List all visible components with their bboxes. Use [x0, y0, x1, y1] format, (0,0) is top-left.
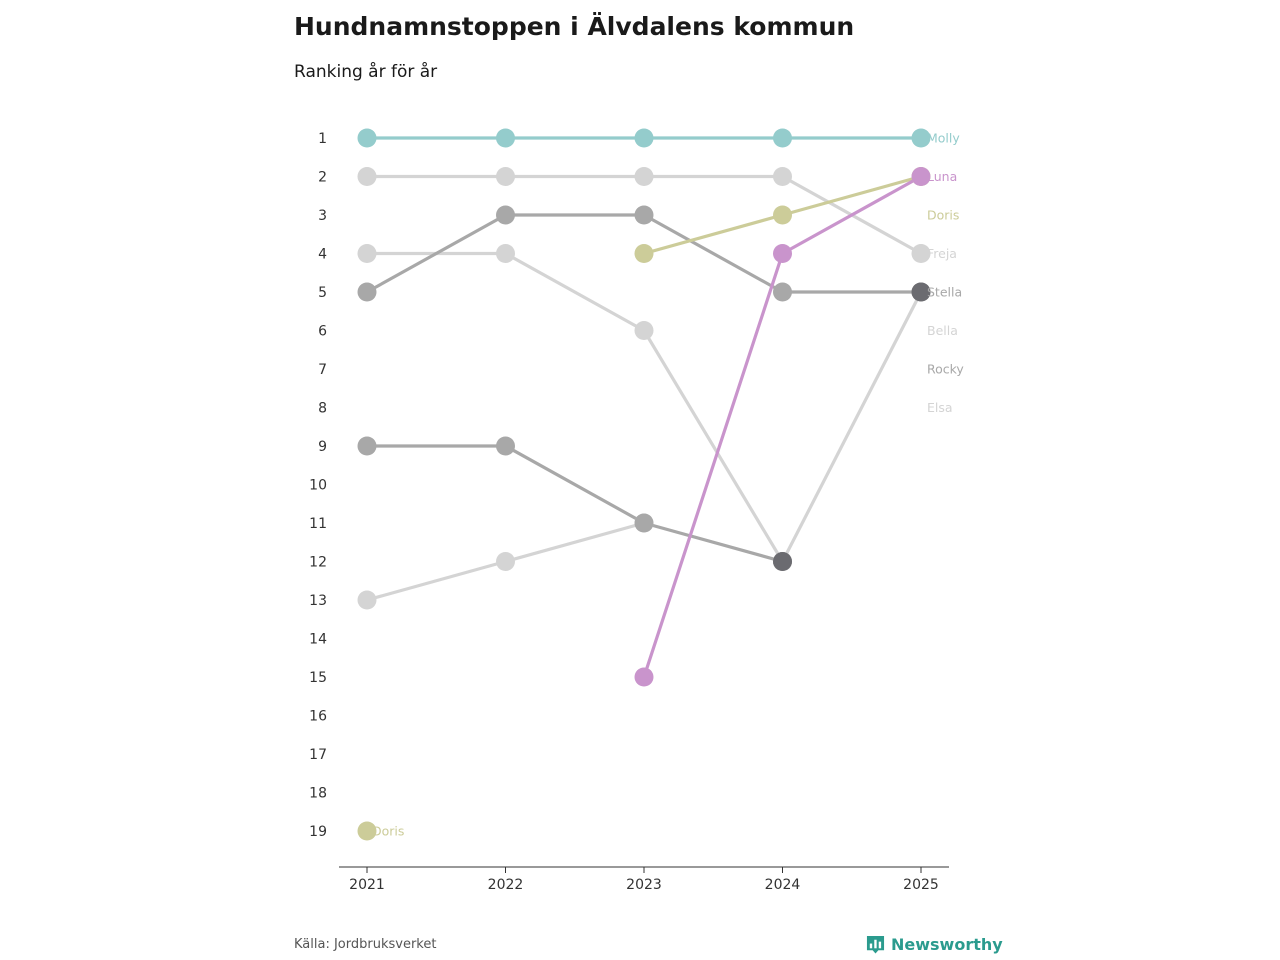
brand-logo[interactable]	[866, 935, 1003, 954]
y-tick-label: 19	[309, 824, 327, 840]
x-tick-label: 2021	[349, 877, 385, 893]
y-tick-label: 8	[318, 400, 327, 417]
y-tick-label: 5	[318, 285, 327, 301]
point-molly	[358, 129, 377, 148]
y-tick-label: 15	[309, 670, 327, 686]
end-label-rocky: Rocky	[927, 361, 964, 377]
source-note: Källa: Jordbruksverket	[294, 937, 437, 952]
point-elsa	[358, 591, 377, 610]
end-label-doris: Doris	[927, 207, 960, 223]
y-tick-label: 12	[309, 554, 327, 571]
point-elsa	[496, 552, 515, 571]
end-label-stella: Stella	[927, 284, 963, 300]
end-label-molly: Molly	[927, 130, 960, 146]
point-rocky	[496, 437, 515, 456]
point-bella	[358, 244, 377, 263]
point-molly	[635, 129, 654, 148]
point-freja	[496, 167, 515, 186]
x-tick-label: 2022	[487, 877, 524, 893]
chart-title: Hundnamnstoppen i Älvdalens kommun	[294, 12, 855, 41]
end-label-freja: Freja	[927, 246, 957, 261]
annotations	[372, 824, 404, 839]
y-tick-label: 4	[318, 246, 327, 263]
point-freja	[635, 167, 654, 186]
x-tick-label: 2025	[903, 877, 939, 893]
point-doris	[635, 244, 654, 263]
y-tick-label: 6	[318, 323, 327, 340]
point-stella	[635, 206, 654, 225]
y-tick-label: 10	[309, 477, 327, 494]
end-labels	[927, 131, 964, 416]
highlight-point	[773, 552, 792, 571]
y-tick-label: 16	[309, 708, 327, 725]
point-freja	[773, 167, 792, 186]
point-rocky	[635, 514, 654, 533]
point-molly	[773, 129, 792, 148]
point-luna	[635, 668, 654, 687]
y-axis-ticks	[309, 131, 327, 840]
point-freja	[358, 167, 377, 186]
y-tick-label: 17	[309, 747, 327, 763]
y-tick-label: 1	[318, 131, 327, 147]
brand-name: Newsworthy	[891, 935, 1003, 954]
y-tick-label: 7	[318, 362, 327, 378]
point-bella	[635, 321, 654, 340]
point-rocky	[358, 437, 377, 456]
y-tick-label: 2	[318, 169, 327, 186]
chart-subtitle: Ranking år för år	[294, 62, 438, 82]
bar-chart-pin-icon	[866, 935, 885, 954]
series-points	[358, 129, 931, 841]
end-label-elsa: Elsa	[927, 400, 953, 415]
y-tick-label: 13	[309, 593, 327, 609]
series-line-rocky	[367, 446, 783, 562]
x-tick-label: 2024	[764, 877, 801, 893]
annotation-label: Doris	[372, 823, 405, 839]
point-stella	[496, 206, 515, 225]
point-doris	[773, 206, 792, 225]
x-tick-label: 2023	[626, 877, 662, 893]
y-tick-label: 18	[309, 785, 327, 802]
point-molly	[496, 129, 515, 148]
y-tick-label: 9	[318, 439, 327, 455]
end-label-luna: Luna	[927, 169, 958, 184]
y-tick-label: 14	[309, 631, 327, 648]
x-axis-ticks	[349, 867, 939, 893]
point-luna	[773, 244, 792, 263]
y-tick-label: 3	[318, 208, 327, 224]
point-stella	[358, 283, 377, 302]
point-bella	[496, 244, 515, 263]
y-tick-label: 11	[309, 516, 327, 532]
end-label-bella: Bella	[927, 323, 958, 338]
point-stella	[773, 283, 792, 302]
